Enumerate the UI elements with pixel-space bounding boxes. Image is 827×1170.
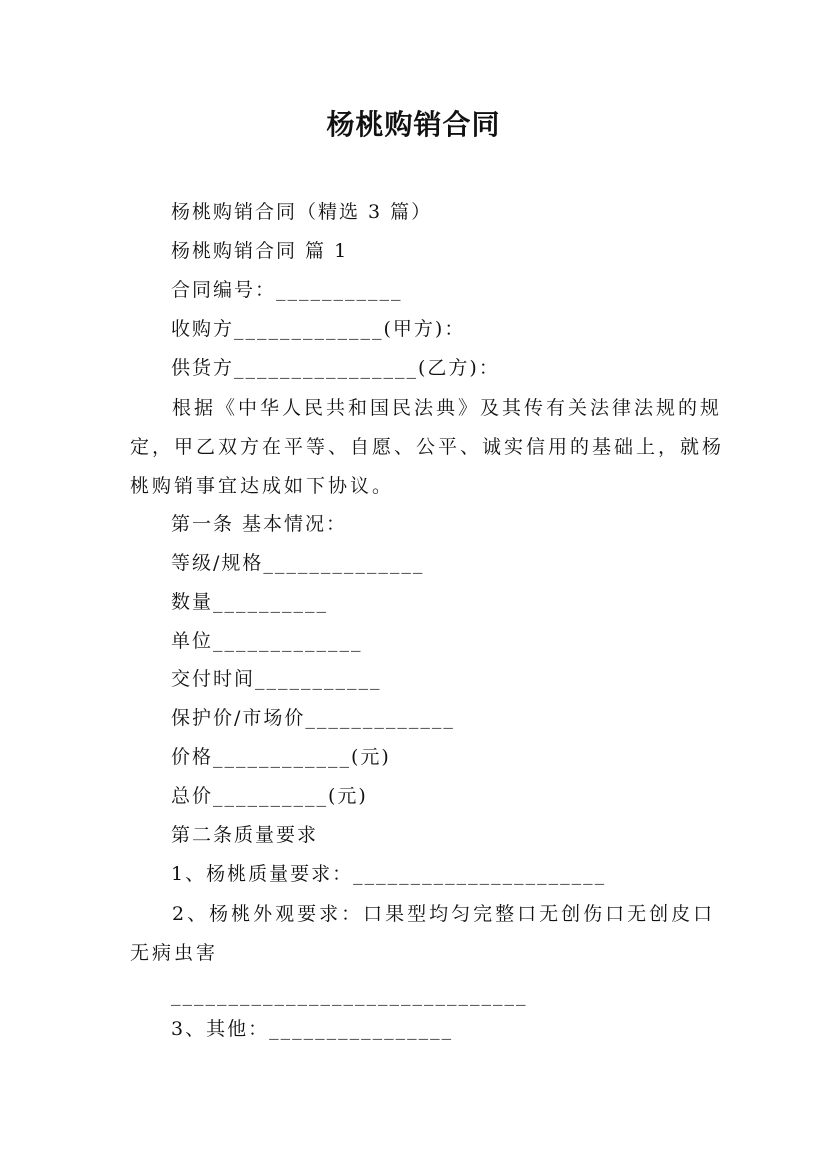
section-heading: 杨桃购销合同 篇 1: [171, 240, 349, 262]
total-price-field: 总价__________(元): [171, 785, 368, 807]
other-field: 3、其他：________________: [171, 1018, 454, 1040]
protective-price-field: 保护价/市场价_____________: [171, 707, 455, 729]
article-2-heading: 第二条质量要求: [171, 824, 319, 846]
grade-field: 等级/规格______________: [171, 552, 425, 574]
buyer-field: 收购方_____________(甲方)：: [171, 318, 466, 340]
quality-requirement-field: 1、杨桃质量要求：______________________: [171, 863, 607, 885]
subtitle: 杨桃购销合同（精选 3 篇）: [171, 201, 433, 223]
appearance-requirement: 2、杨桃外观要求：口果型均匀完整口无创伤口无创皮口无病虫害: [130, 903, 716, 964]
article-1-heading: 第一条 基本情况：: [171, 513, 348, 535]
supplier-field: 供货方________________(乙方)：: [171, 357, 500, 379]
unit-field: 单位_____________: [171, 630, 363, 652]
price-field: 价格____________(元): [171, 746, 391, 768]
intro-paragraph: 根据《中华人民共和国民法典》及其传有关法律法规的规定，甲乙双方在平等、自愿、公平、诚实信用的基础上，就杨桃购销事宜达成如下协议。: [130, 397, 725, 497]
blank-line: _______________________________: [171, 984, 528, 1006]
document-title: 杨桃购销合同: [326, 108, 501, 141]
delivery-time-field: 交付时间___________: [171, 668, 382, 690]
quantity-field: 数量__________: [171, 591, 329, 613]
contract-number-field: 合同编号：___________: [171, 279, 403, 301]
